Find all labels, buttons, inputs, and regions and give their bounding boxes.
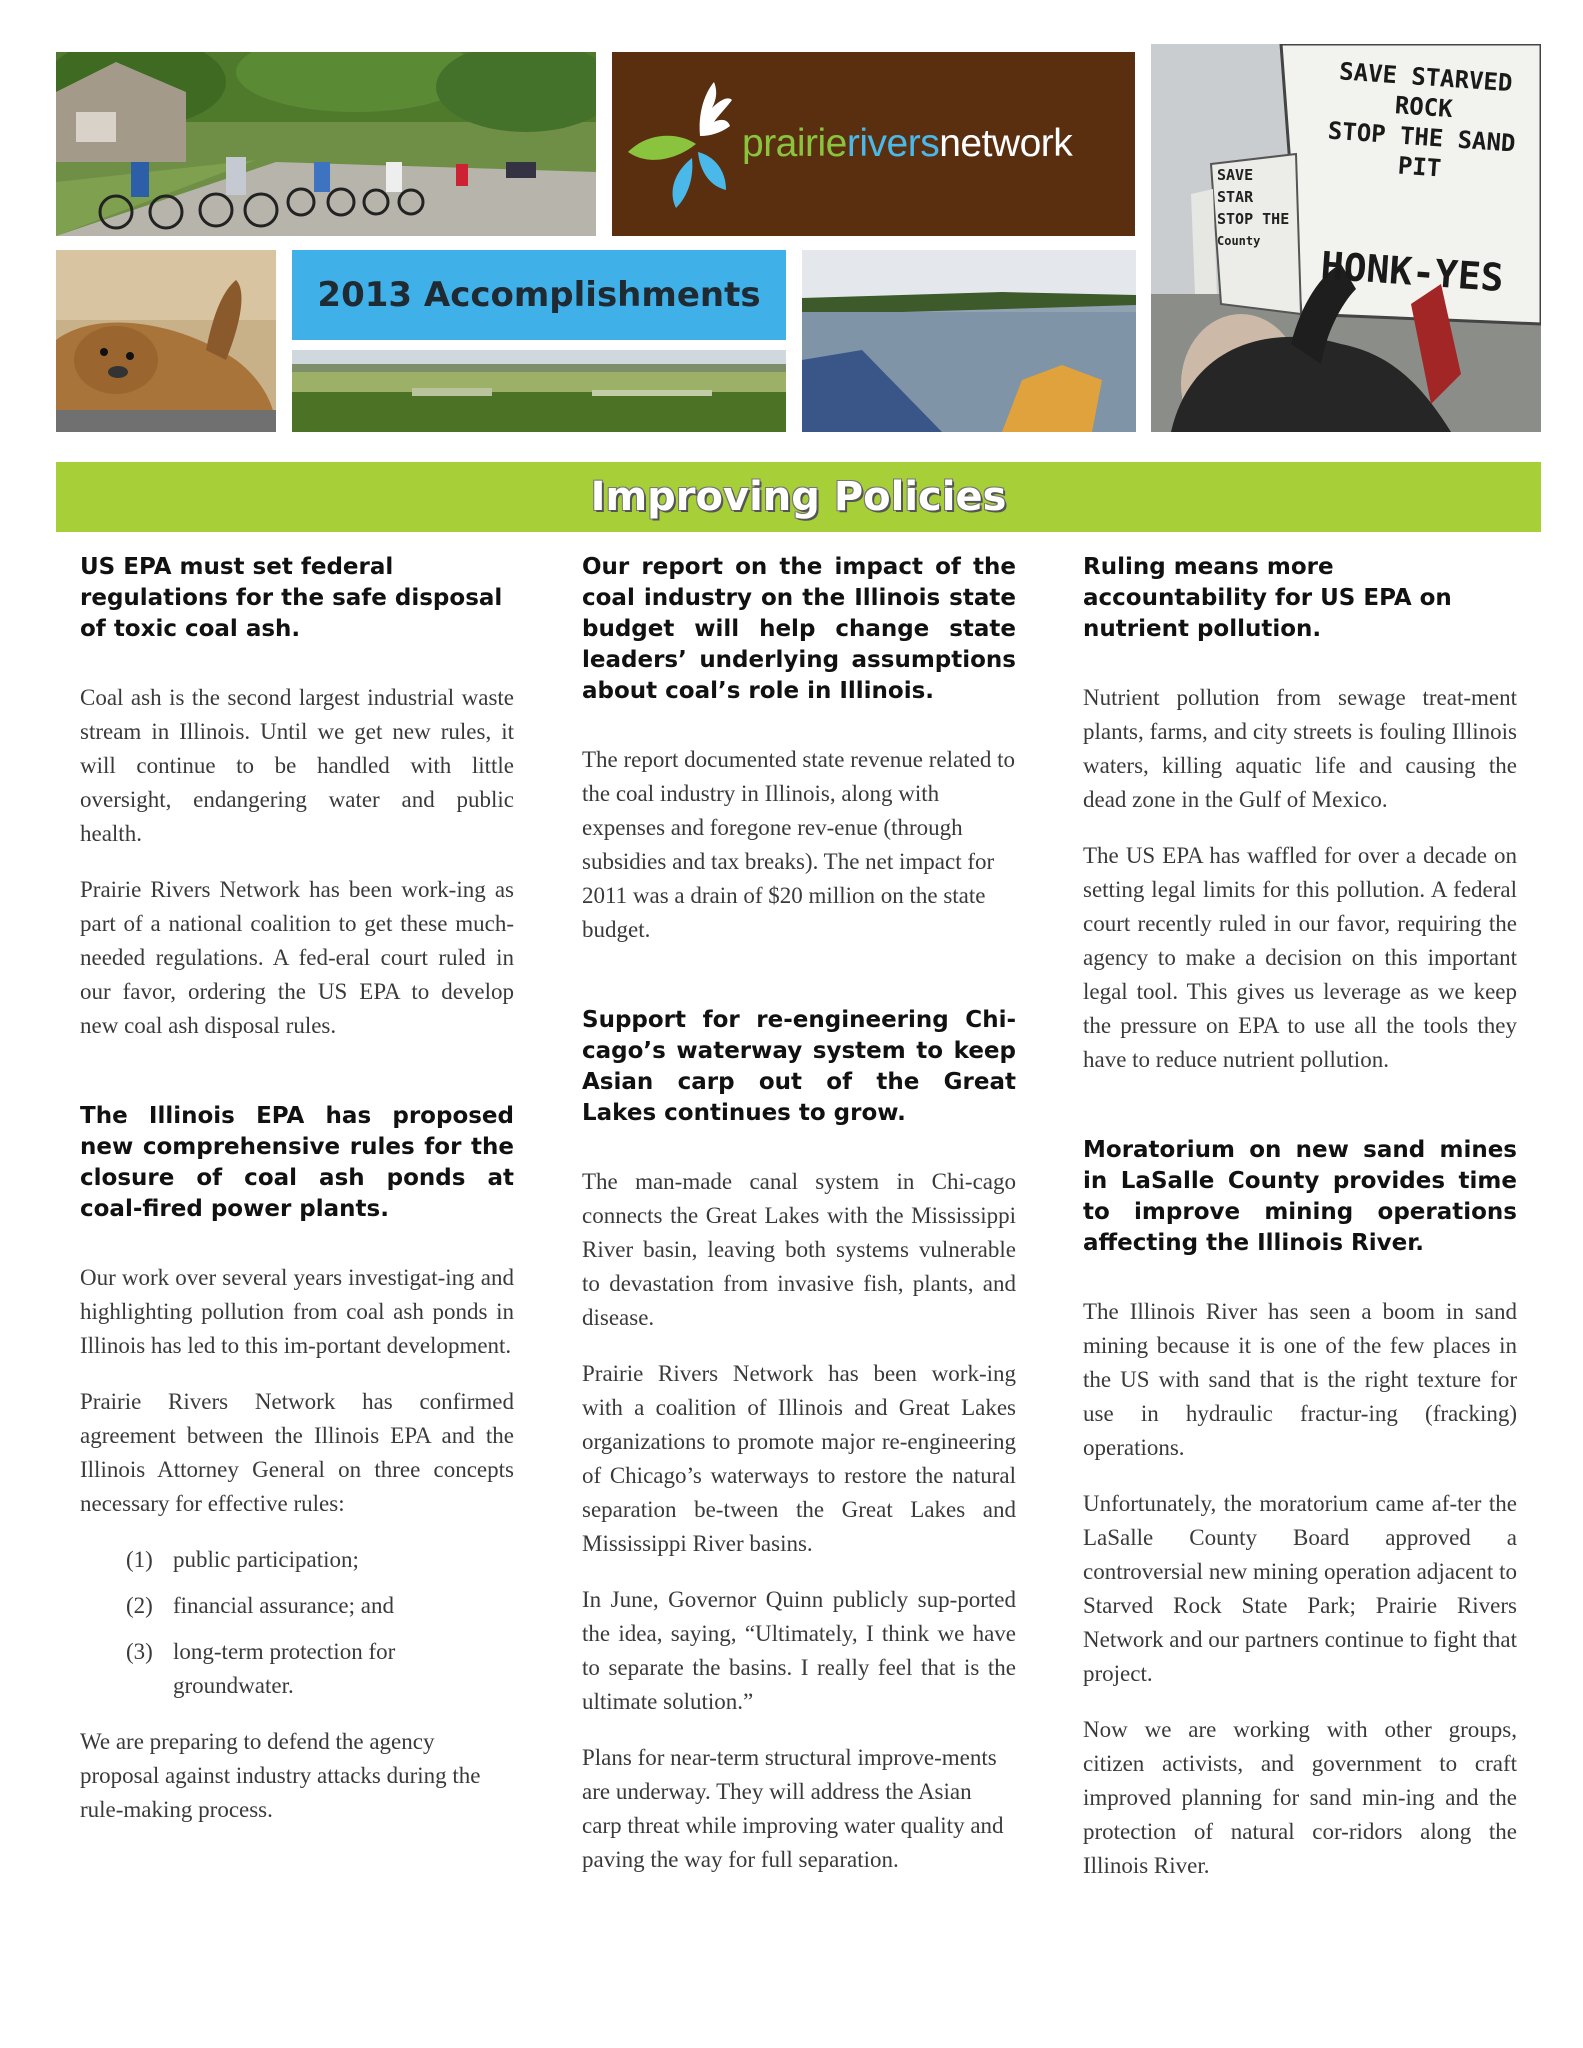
- report-paragraph: The report documented state revenue related to the coal industry in Illinois, along with expenses and foregone rev-enue (through subsidies and tax breaks). The net impact for 2011 was a drain of $20 million on the state budget.: [582, 747, 1015, 942]
- coal-ash-paragraph: Coal ash is the second largest industrial waste stream in Illinois. Until we get new rules, it will continue to be handled with little oversight, endangering water and public health.: [80, 685, 514, 846]
- concepts-list: [80, 1543, 514, 1703]
- leaf-hand-logo-icon: [618, 74, 736, 214]
- working-with-groups-paragraph: Now we are working with other groups, citizen activists, and government to craft improved planning for sand min-ing and the protection of natural cor-ridors along the Illinois River.: [1083, 1717, 1517, 1878]
- accomplishments-title: 2013 Accomplishments: [317, 275, 761, 315]
- accomplishments-title-box: [292, 250, 786, 340]
- canal-system-paragraph: The man-made canal system in Chi-cago connects the Great Lakes with the Mississippi River basin, leaving both systems vulnerable to devastation from invasive fish, plants, and disease.: [582, 1169, 1016, 1330]
- illinois-epa-heading: The Illinois EPA has proposed new comprehensive rules for the closure of coal ash ponds at coal-fired power plants.: [80, 1103, 514, 1222]
- near-term-plans-paragraph: Plans for near-term structural improve-ments are underway. They will address the Asian carp threat while improving water quality and paving the way for full separation.: [582, 1745, 1004, 1872]
- prairie-rivers-network-logo: [612, 52, 1135, 236]
- protest-sign-main-text: SAVE STARVED ROCK STOP THE SAND PIT HONK-YES: [1319, 57, 1517, 301]
- lake-kayak-photo: [802, 250, 1136, 432]
- column-1: [80, 552, 514, 1849]
- moratorium-paragraph: Unfortunately, the moratorium came af-ter the LaSalle County Board approved a controversial new mining operation adjacent to Starved Rock State Park; Prairie Rivers Network and our partners continue to fight that project.: [1083, 1491, 1517, 1686]
- protest-sign-back-text: SAVE STAR STOP THE County: [1217, 166, 1290, 248]
- asian-carp-heading: Support for re-engineering Chi-cago’s waterway system to keep Asian carp out of the Great Lakes continues to grow.: [582, 1007, 1016, 1126]
- list-item: (1) public participation;: [126, 1547, 359, 1572]
- otter-photo: [56, 250, 276, 432]
- column-2: [582, 552, 1016, 1899]
- nutrient-pollution-paragraph: Nutrient pollution from sewage treat-ment plants, farms, and city streets is fouling Illinois waters, killing aquatic life and causing the dead zone in the Gulf of Mexico.: [1083, 685, 1517, 812]
- logo-wordmark: prairieriversnetwork: [742, 122, 1073, 165]
- list-item: (3) long-term protection for groundwater.: [126, 1639, 396, 1698]
- defend-proposal-paragraph: We are preparing to defend the agency proposal against industry attacks during the rule-making process.: [80, 1729, 481, 1822]
- nutrient-ruling-heading: Ruling means more accountability for US EPA on nutrient pollution.: [1083, 554, 1452, 642]
- re-engineering-paragraph: Prairie Rivers Network has been work-ing with a coalition of Illinois and Great Lakes organizations to promote major re-engineering of Chicago’s waterways to restore the natural separation be-tween the Great Lakes and Mississippi River basins.: [582, 1361, 1016, 1556]
- improving-policies-banner: [56, 462, 1541, 532]
- protest-photo: [1151, 44, 1541, 432]
- epa-waffled-paragraph: The US EPA has waffled for over a decade on setting legal limits for this pollution. A federal court recently ruled in our favor, requiring the agency to make a decision on this important legal tool. This gives us leverage as we keep the pressure on EPA to use all the tools they have to reduce nutrient pollution.: [1083, 843, 1517, 1072]
- governor-quinn-paragraph: In June, Governor Quinn publicly sup-ported the idea, saying, “Ultimately, I think we have to separate the basins. I really feel that is the ultimate solution.”: [582, 1587, 1016, 1714]
- banner-title: Improving Policies: [590, 474, 1007, 520]
- wetland-photo: [292, 350, 786, 432]
- sand-mining-boom-paragraph: The Illinois River has seen a boom in sand mining because it is one of the few places in the US with sand that is the right texture for use in hydraulic fractur-ing (fracking) operations.: [1083, 1299, 1517, 1460]
- coal-ash-heading: US EPA must set federal regulations for the safe disposal of toxic coal ash.: [80, 554, 503, 642]
- list-item: (2) financial assurance; and: [126, 1593, 394, 1618]
- coalition-paragraph: Prairie Rivers Network has been work-ing as part of a national coalition to get these much-needed regulations. A fed-eral court ruled in our favor, ordering the US EPA to develop new coal ash disposal rules.: [80, 877, 514, 1038]
- coal-report-heading: Our report on the impact of the coal industry on the Illinois state budget will help change state leaders’ underlying assumptions about coal’s role in Illinois.: [582, 554, 1016, 704]
- agreement-paragraph: Prairie Rivers Network has confirmed agreement between the Illinois EPA and the Illinois Attorney General on three concepts necessary for effective rules:: [80, 1389, 514, 1516]
- sand-mines-heading: Moratorium on new sand mines in LaSalle County provides time to improve mining operations affecting the Illinois River.: [1083, 1137, 1517, 1256]
- investigation-paragraph: Our work over several years investigat-ing and highlighting pollution from coal ash ponds in Illinois has led to this im-portant development.: [80, 1265, 514, 1358]
- cyclists-photo: [56, 52, 596, 236]
- column-3: [1083, 552, 1517, 1905]
